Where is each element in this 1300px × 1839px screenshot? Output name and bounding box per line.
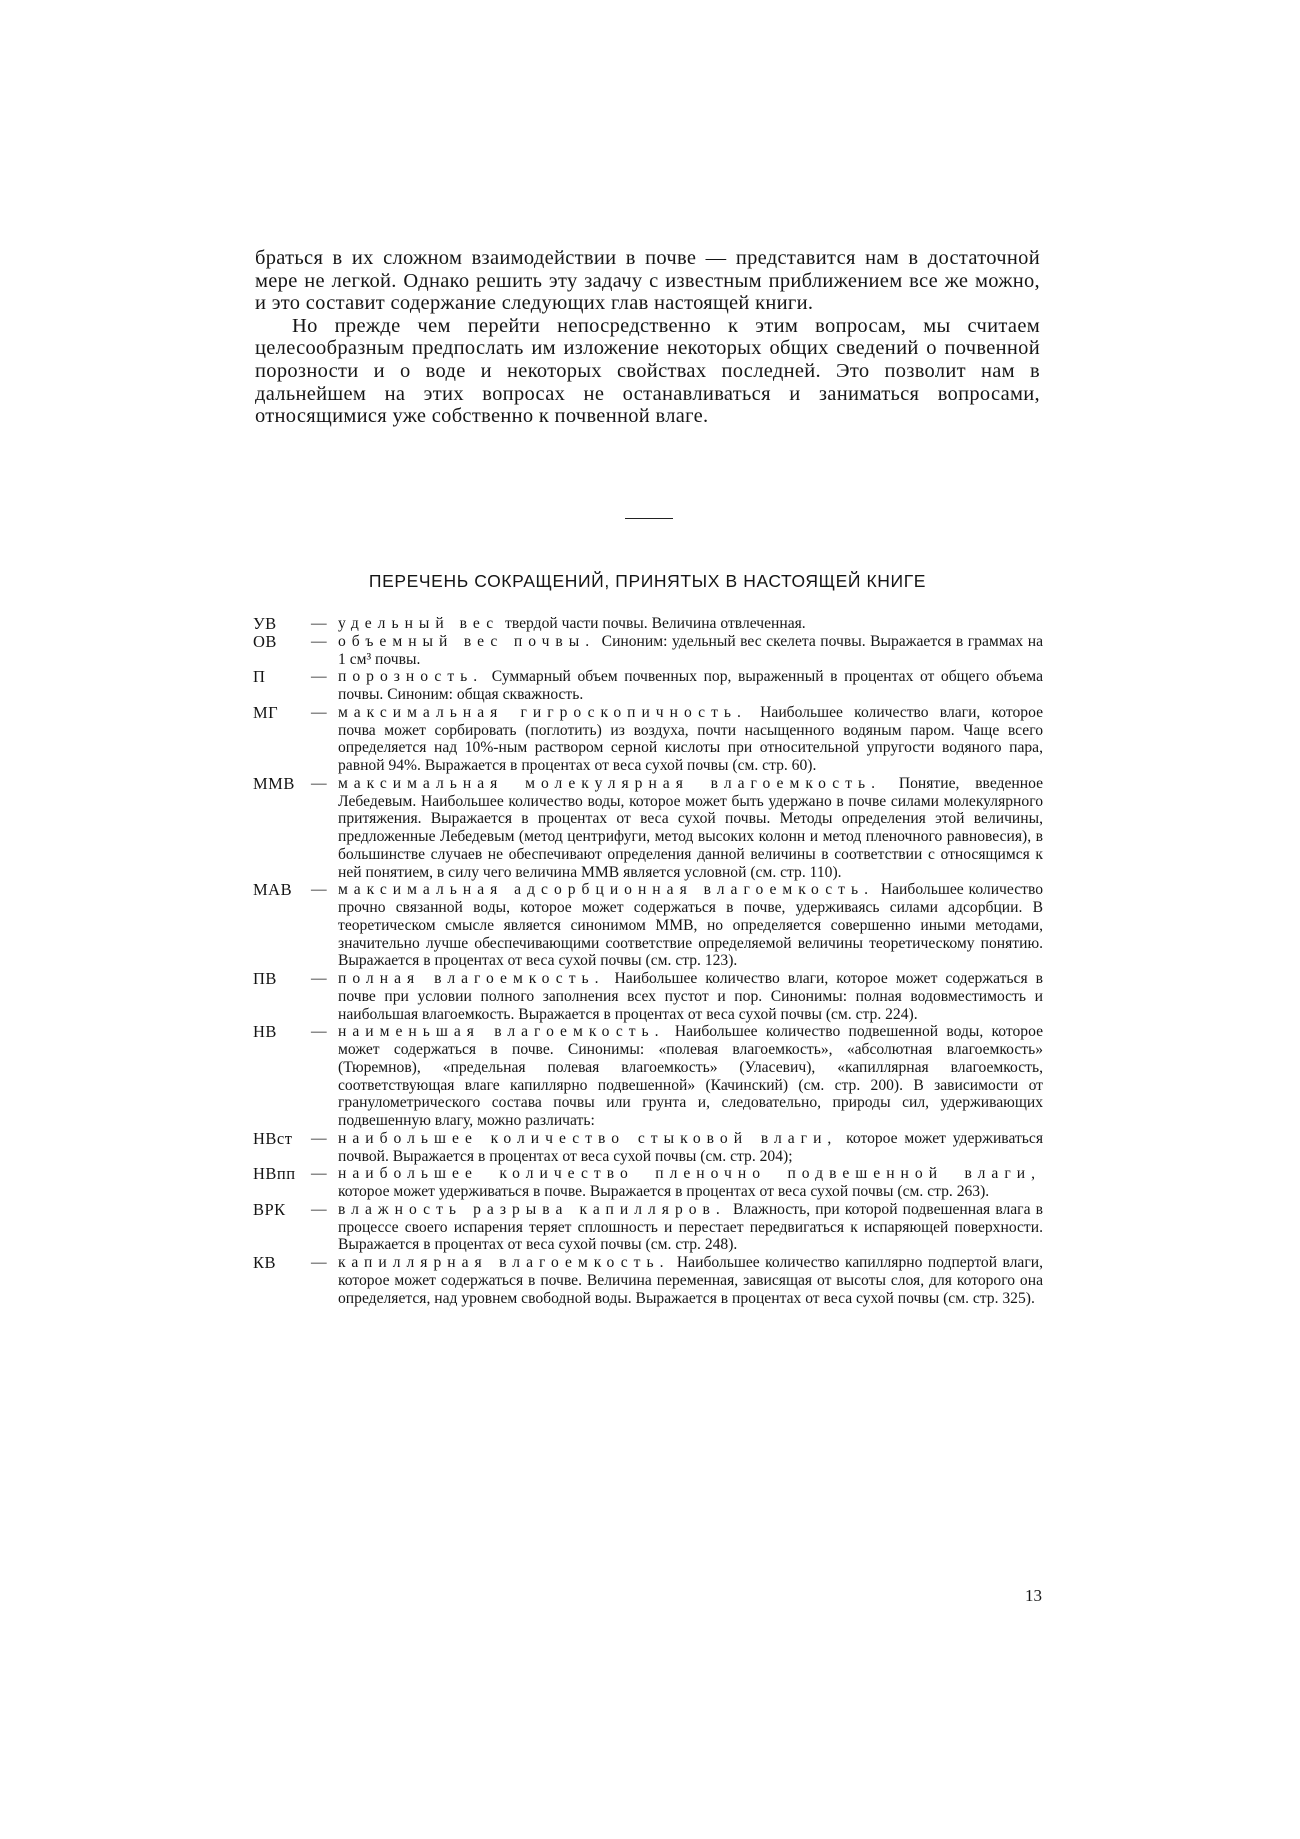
- abbreviation-definition: Синоним: удельный вес скелета почвы. Выражается в граммах на 1 см³ почвы.: [338, 632, 1043, 668]
- entry-dash: —: [311, 1129, 327, 1147]
- entry-dash: —: [311, 970, 327, 987]
- intro-paragraph-2: Но прежде чем перейти непосредственно к этим вопросам, мы считаем целесообразным предпослать им изложение некоторых общих сведений о почвенной порозности и о воде и некоторых свойствах последней. Это позволит нам в дальнейшем на этих вопросах не останавливаться и заниматься вопросами, относящимися уже собственно к почвенной влаге.: [255, 314, 1040, 428]
- entry-dash: —: [311, 881, 327, 899]
- abbreviation-term: порозность.: [338, 668, 484, 686]
- abbreviation-definition: которое может удерживаться в почве. Выражается в процентах от веса сухой почвы (см. стр. 263).: [338, 1183, 990, 1200]
- abbreviation-definition: Наибольшее количество подвешенной воды, которое может содержаться в почве. Синонимы: «полевая влагоемкость», «абсолютная влагоемкость» (Тюремнов), «предельная полевая влагоемкость» (Уласевич), «капиллярная влагоемкость, соответствующая влаге капиллярно подвешенной» (Качинский) (см. стр. 200). В зависимости от гранулометрического состава почвы или грунта и, следовательно, природы сил, удерживающих подвешенную влагу, можно различать:: [338, 1023, 1043, 1129]
- abbreviation-code: ПВ: [253, 969, 277, 988]
- abbreviation-code: КВ: [253, 1253, 277, 1272]
- abbreviation-definition: Наибольшее количество влаги, которое может содержаться в почве при условии полного заполнения всех пустот и пор. Синонимы: полная водовместимость и наибольшая влагоемкость. Выражается в процентах от веса сухой почвы (см. стр. 224).: [338, 970, 1043, 1023]
- abbreviation-definition: Суммарный объем почвенных пор, выраженный в процентах от общего объема почвы. Синоним: общая скважность.: [338, 668, 1043, 703]
- entry-dash: —: [311, 1200, 327, 1218]
- abbreviation-code: ММВ: [253, 773, 295, 793]
- entry-dash: —: [311, 1023, 327, 1041]
- abbreviation-entry: [253, 668, 1043, 704]
- abbreviation-entry: [253, 633, 1043, 669]
- section-divider: [625, 518, 673, 519]
- abbreviation-entry: [253, 970, 1043, 1023]
- abbreviation-entry: [253, 704, 1043, 775]
- abbreviation-code: НВпп: [253, 1164, 296, 1184]
- abbreviation-entry: [253, 1201, 1043, 1254]
- abbreviation-term: полная влагоемкость.: [338, 970, 605, 987]
- abbreviation-code: УВ: [253, 614, 277, 633]
- entry-dash: —: [311, 774, 327, 792]
- intro-text: [255, 247, 1040, 428]
- entry-dash: —: [311, 1165, 327, 1183]
- abbreviation-entry: [253, 775, 1043, 882]
- abbreviation-definition: которое может удерживаться почвой. Выражается в процентах от веса сухой почвы (см. стр. 204);: [338, 1129, 1043, 1165]
- abbreviation-code: ВРК: [253, 1199, 286, 1219]
- abbreviation-list: [253, 615, 1043, 1307]
- abbreviation-code: МАВ: [253, 880, 293, 900]
- abbreviation-term: капиллярная влагоемкость.: [338, 1254, 670, 1271]
- entry-dash: —: [311, 615, 327, 632]
- abbreviation-code: П: [253, 667, 266, 687]
- abbreviation-entry: [253, 1165, 1043, 1201]
- abbreviation-code: МГ: [253, 702, 279, 722]
- abbreviation-code: НВ: [253, 1022, 277, 1042]
- intro-paragraph-1: браться в их сложном взаимодействии в почве — представится нам в достаточной мере не легкой. Однако решить эту задачу с известным приближением все же можно, и это составит содержание следующих глав настоящей книги.: [255, 247, 1040, 315]
- abbreviation-definition: Понятие, введенное Лебедевым. Наибольшее количество воды, которое может быть удержано в почве силами молекулярного притяжения. Выражается в процентах от веса сухой почвы. Методы определения этой величины, предложенные Лебедевым (метод центрифуги, метод высоких колонн и метод пленочного равновесия), в большинстве случаев не обеспечивают определения данной величины в соответствии с относящимся к ней понятием, в силу чего величина ММВ является условной (см. стр. 110).: [338, 774, 1043, 881]
- section-heading: ПЕРЕЧЕНЬ СОКРАЩЕНИЙ, ПРИНЯТЫХ В НАСТОЯЩЕЙ КНИГЕ: [368, 571, 927, 591]
- abbreviation-entry: [253, 881, 1043, 970]
- page-number: 13: [1025, 1586, 1042, 1605]
- abbreviation-term: наименьшая влагоемкость.: [338, 1023, 665, 1041]
- abbreviation-term: максимальная молекулярная влагоемкость.: [338, 774, 882, 792]
- abbreviation-entry: [253, 1130, 1043, 1166]
- abbreviation-term: влажность разрыва капилляров.: [338, 1200, 726, 1218]
- abbreviation-term: объемный вес почвы.: [338, 632, 596, 650]
- abbreviation-code: НВст: [253, 1128, 293, 1148]
- abbreviation-code: ОВ: [253, 631, 277, 651]
- entry-dash: —: [311, 668, 327, 686]
- abbreviation-definition: Наибольшее количество капиллярно подпертой влаги, которое может содержаться в почве. Величина переменная, зависящая от высоты слоя, для которого она определяется, над уровнем свободной воды. Выражается в процентах от веса сухой почвы (см. стр. 325).: [338, 1254, 1043, 1307]
- abbreviation-term: удельный вес: [338, 615, 500, 632]
- entry-dash: —: [311, 632, 327, 650]
- abbreviation-term: максимальная гигроскопичность.: [338, 703, 747, 721]
- abbreviation-term: наибольшее количество пленочно подвешенной влаги,: [338, 1165, 1041, 1183]
- abbreviation-term: максимальная адсорбционная влагоемкость.: [338, 881, 874, 899]
- entry-dash: —: [311, 1254, 327, 1271]
- abbreviation-definition: Наибольшее количество влаги, которое почва может сорбировать (поглотить) из воздуха, почти насыщенного водяным паром. Чаще всего определяется над 10%-ным раствором серной кислоты при относительной упругости водяного пара, равной 94%. Выражается в процентах от веса сухой почвы (см. стр. 60).: [338, 703, 1044, 774]
- abbreviation-term: наибольшее количество стыковой влаги,: [338, 1129, 838, 1147]
- abbreviation-definition: Влажность, при которой подвешенная влага в процессе своего испарения теряет сплошность и перестает передвигаться к испаряющей поверхности. Выражается в процентах от веса сухой почвы (см. стр. 248).: [338, 1200, 1043, 1254]
- abbreviation-entry: [253, 1254, 1043, 1307]
- entry-dash: —: [311, 703, 327, 721]
- abbreviation-definition: твердой части почвы. Величина отвлеченная.: [505, 615, 806, 632]
- abbreviation-entry: [253, 615, 1043, 633]
- abbreviation-entry: [253, 1023, 1043, 1130]
- abbreviation-definition: Наибольшее количество прочно связанной воды, которое может содержаться в почве, удерживаясь силами адсорбции. В теоретическом смысле является синонимом ММВ, но определяется совершенно иными методами, значительно лучше обеспечивающими соответствие определяемой величины теоретическому понятию. Выражается в процентах от веса сухой почвы (см. стр. 123).: [338, 881, 1043, 970]
